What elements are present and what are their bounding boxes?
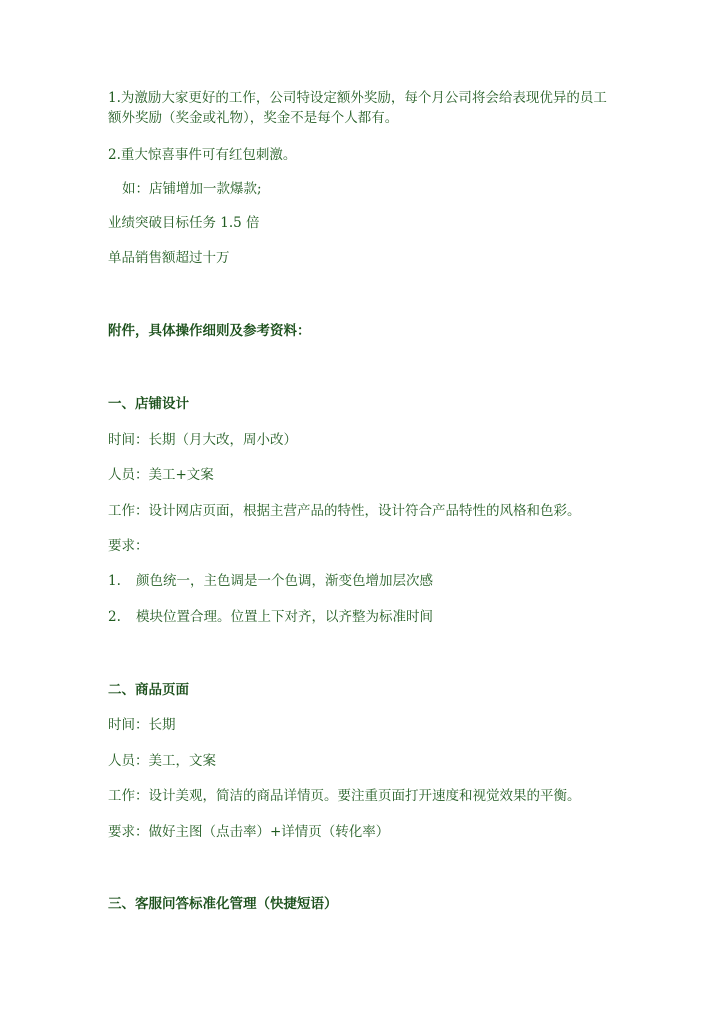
document-page bbox=[108, 0, 618, 1018]
list-number: 2. bbox=[108, 609, 121, 625]
section1-requirement-label: 要求： bbox=[108, 538, 149, 554]
list-text: 模块位置合理。位置上下对齐，以齐整为标准时间 bbox=[136, 609, 433, 625]
section1-requirement-2 bbox=[108, 607, 433, 627]
section3-title: 三、客服问答标准化管理（快捷短语） bbox=[108, 896, 338, 912]
intro-paragraph-4: 单品销售额超过十万 bbox=[108, 250, 230, 266]
section2-staff: 人员：美工，文案 bbox=[108, 753, 216, 769]
section1-work: 工作：设计网店页面，根据主营产品的特性，设计符合产品特性的风格和色彩。 bbox=[108, 503, 581, 519]
section2-requirement: 要求：做好主图（点击率）+详情页（转化率） bbox=[108, 824, 390, 840]
section2-time: 时间：长期 bbox=[108, 717, 176, 733]
intro-example: 如：店铺增加一款爆款; bbox=[122, 181, 262, 197]
section1-staff: 人员：美工+文案 bbox=[108, 467, 214, 483]
section2-title: 二、商品页面 bbox=[108, 682, 189, 698]
intro-paragraph-3: 业绩突破目标任务 1.5 倍 bbox=[108, 215, 260, 231]
section2-work: 工作：设计美观，简洁的商品详情页。要注重页面打开速度和视觉效果的平衡。 bbox=[108, 788, 581, 804]
intro-paragraph-1: 1.为激励大家更好的工作，公司特设定额外奖励，每个月公司将会给表现优异的员工额外奖励（奖金或礼物），奖金不是每个人都有。 bbox=[108, 90, 607, 126]
list-number: 1. bbox=[108, 573, 121, 589]
intro-paragraph-2: 2.重大惊喜事件可有红包刺激。 bbox=[108, 147, 297, 163]
attachment-title: 附件，具体操作细则及参考资料： bbox=[108, 323, 311, 339]
section1-title: 一、店铺设计 bbox=[108, 396, 189, 412]
list-text: 颜色统一，主色调是一个色调，渐变色增加层次感 bbox=[136, 573, 433, 589]
section1-time: 时间：长期（月大改，周小改） bbox=[108, 432, 297, 448]
section1-requirement-1 bbox=[108, 571, 433, 591]
